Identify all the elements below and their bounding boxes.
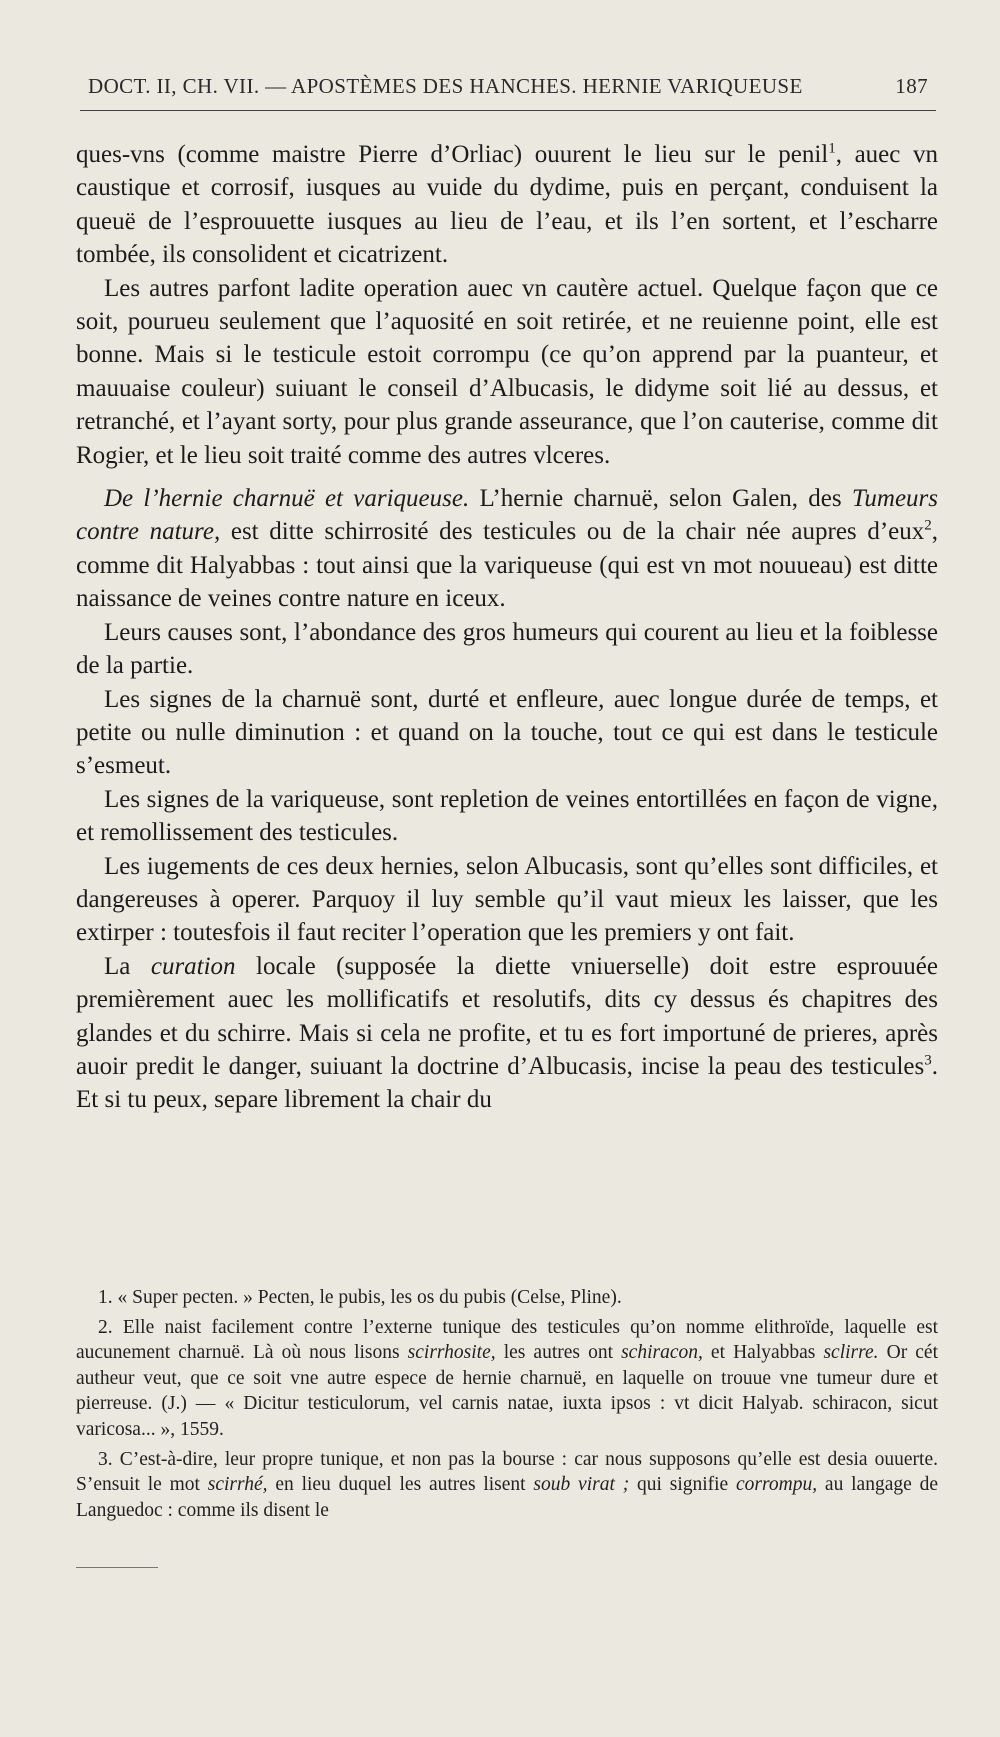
text-run: L’hernie charnuë, selon Galen, des — [469, 485, 852, 513]
footnotes — [76, 1285, 938, 1527]
paragraph-8 — [76, 950, 938, 1117]
text-run: et Halyabbas — [702, 1342, 824, 1364]
text-run: ques-vns (comme maistre Pierre d’Orliac) ouurent le lieu sur le penil — [76, 141, 829, 168]
header-rule — [80, 110, 936, 111]
footnote-1: 1. « Super pecten. » Pecten, le pubis, les os du pubis (Celse, Pline). — [98, 1287, 622, 1308]
running-title: DOCT. II, CH. VII. — APOSTÈMES DES HANCHES. HERNIE VARIQUEUSE — [88, 74, 803, 98]
emphasis: corrompu, — [736, 1474, 818, 1496]
text-run: , comme dit Halyabbas : tout ainsi que la variqueuse (qui est vn mot nouueau) est ditte naissance de veines contre nature en iceux. — [76, 518, 938, 613]
paragraph-7: Les iugements de ces deux hernies, selon Albucasis, sont qu’elles sont difficiles, et dangereuses à operer. Parquoy il luy semble qu’il vaut mieux les laisser, que les extirper : toutesfois il faut reciter l’operation que les premiers y ont fait. — [76, 852, 938, 947]
footnote-end-rule — [76, 1567, 158, 1568]
text-run: qui signifie — [629, 1474, 737, 1496]
footnote-ref-3[interactable]: 3 — [924, 1052, 932, 1069]
text-run: 3. C’est-à-dire, leur propre tunique, et non pas la bourse : car nous supposons qu’elle est desia ouuerte. S’ensuit le mot — [76, 1448, 938, 1496]
paragraph-6: Les signes de la variqueuse, sont repletion de veines entortillées en façon de vigne, et remollissement des testicules. — [76, 785, 938, 847]
text-run: en lieu duquel les autres lisent — [267, 1474, 534, 1496]
text-run: 2. Elle naist facilement contre l’externe tunique des testicules qu’on nomme elithroïde, laquelle est aucunement charnuë. Là où nous lisons — [76, 1316, 938, 1364]
text-run: locale (supposée la diette vniuerselle) doit estre esprouuée premièrement auec les mollificatifs et resolutifs, dits cy dessus és chapitres des glandes et du schirre. Mais si cela ne profite, et tu es fort importuné de prieres, après auoir predit le danger, suiuant la doctrine d’Albucasis, incise la peau des testicules — [76, 952, 938, 1080]
footnote-3 — [76, 1447, 938, 1524]
emphasis: curation — [150, 952, 236, 980]
emphasis: sclirre. — [823, 1342, 879, 1364]
paragraph-2: Les autres parfont ladite operation auec vn cautère actuel. Quelque façon que ce soit, pourueu seulement que l’aquosité en soit retirée, et ne reuienne point, elle est bonne. Mais si le testicule estoit corrompu (ce qu’on apprend par la puanteur, et mauuaise couleur) suiuant le conseil d’Albucasis, le didyme soit lié au dessus, et retranché, et l’ayant sorty, pour plus grande asseurance, que l’on cauterise, comme dit Rogier, et le lieu soit traité comme des autres vlceres. — [76, 274, 938, 469]
book-title: Tumeurs contre nature, — [76, 485, 939, 546]
paragraph-3 — [76, 482, 938, 616]
text-run: est ditte schirrosité des testicules ou de la chair née aupres d’eux — [220, 518, 925, 546]
paragraph-4: Leurs causes sont, l’abondance des gros humeurs qui courent au lieu et la foiblesse de la partie. — [76, 618, 938, 680]
section-title: De l’hernie charnuë et variqueuse. — [104, 485, 470, 513]
text-run: Or cét autheur veut, que ce soit vne autre espece de hernie charnuë, en laquelle on trouue vne tumeur dure et pierreuse. (J.) — « Dicitur testiculorum, vel carnis natae, iuxta ipsos : vt dicit Halyab. schiracon, sicut varicosa... », 1559. — [76, 1342, 939, 1440]
text-run: , auec vn caustique et corrosif, iusques au vuide du dydime, puis en perçant, conduisent la queuë de l’esprouuette iusques au lieu de l’eau, et ils l’en sortent, et l’escharre tombée, ils consolident et cicatrizent. — [76, 141, 938, 269]
footnote-ref-2[interactable]: 2 — [924, 518, 932, 535]
page-number: 187 — [895, 74, 928, 98]
footnote-2 — [76, 1315, 938, 1443]
main-text — [76, 138, 938, 1117]
text-run: . Et si tu peux, separe librement la chair du — [76, 1052, 938, 1114]
running-header — [88, 74, 928, 99]
text-run: au langage de Languedoc : comme ils disent le — [76, 1474, 938, 1521]
emphasis: schiracon, — [621, 1342, 703, 1364]
text-run: La — [104, 952, 151, 980]
text-run: les autres ont — [495, 1342, 622, 1364]
emphasis: soub virat ; — [533, 1474, 630, 1496]
emphasis: scirrhé, — [207, 1474, 268, 1496]
paragraph-1 — [76, 138, 938, 272]
paragraph-5: Les signes de la charnuë sont, durté et enfleure, auec longue durée de temps, et petite ou nulle diminution : et quand on la touche, tout ce qui est dans le testicule s’esmeut. — [76, 685, 938, 780]
footnote-ref-1[interactable]: 1 — [828, 140, 836, 157]
emphasis: scirrhosite, — [407, 1342, 496, 1364]
